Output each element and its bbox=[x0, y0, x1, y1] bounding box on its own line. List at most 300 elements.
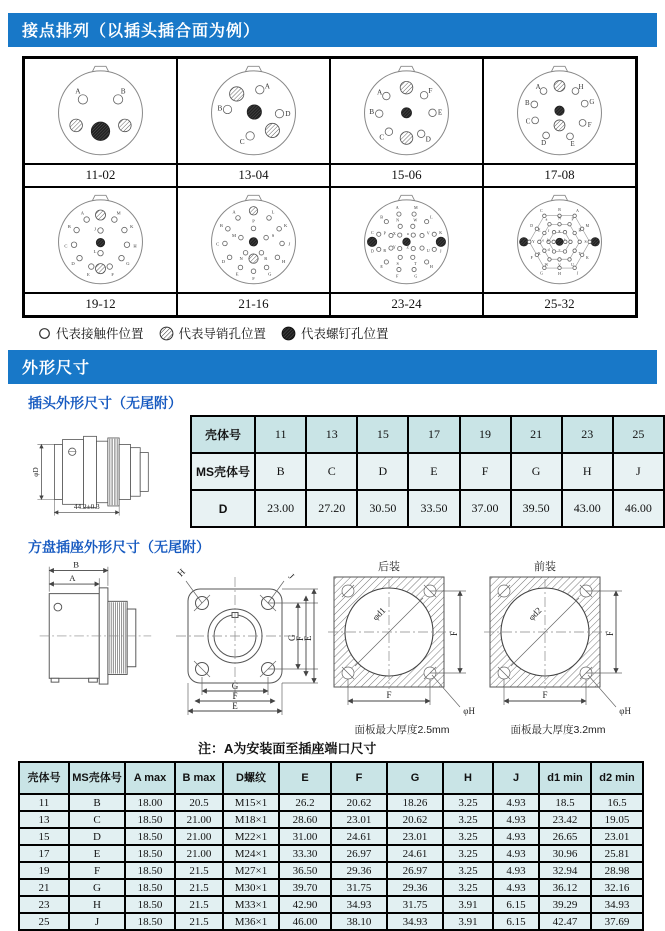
cell: 34.93 bbox=[331, 896, 387, 913]
plug-table-row bbox=[191, 453, 664, 490]
cell: 30.96 bbox=[539, 845, 591, 862]
cell: 25 bbox=[19, 913, 69, 930]
cell: 27.20 bbox=[306, 490, 357, 527]
svg-text:S: S bbox=[271, 232, 275, 238]
cell: 19 bbox=[460, 416, 511, 453]
svg-text:D: D bbox=[370, 248, 374, 254]
cell: 17 bbox=[19, 845, 69, 862]
plug-table-row bbox=[191, 490, 664, 527]
legend-contact-label: 代表接触件位置 bbox=[56, 327, 144, 341]
svg-text:B: B bbox=[369, 108, 375, 117]
svg-text:G: G bbox=[414, 273, 418, 279]
svg-text:a: a bbox=[545, 217, 548, 222]
plug-outline-row bbox=[30, 415, 665, 528]
svg-text:d: d bbox=[547, 248, 550, 253]
svg-text:C: C bbox=[216, 241, 220, 247]
svg-text:F: F bbox=[252, 276, 255, 282]
svg-text:j: j bbox=[559, 238, 561, 243]
section-header-outline-dimensions: 外形尺寸 bbox=[8, 350, 657, 384]
svg-text:E: E bbox=[86, 271, 90, 277]
svg-text:A: A bbox=[80, 210, 84, 216]
cell: 31.75 bbox=[331, 879, 387, 896]
cell: 21.5 bbox=[175, 913, 223, 930]
column-header: A max bbox=[125, 762, 175, 794]
cell: 30.50 bbox=[357, 490, 408, 527]
cell: 34.93 bbox=[387, 913, 443, 930]
cell: 39.50 bbox=[511, 490, 562, 527]
cell: B bbox=[255, 453, 306, 490]
datasheet-page bbox=[0, 13, 665, 928]
svg-text:E: E bbox=[570, 140, 575, 148]
cell: 26.97 bbox=[387, 862, 443, 879]
svg-text:M: M bbox=[413, 205, 418, 211]
cell: 13 bbox=[19, 811, 69, 828]
column-header: d1 min bbox=[539, 762, 591, 794]
svg-text:X: X bbox=[392, 230, 396, 236]
rear-mount-panel-block bbox=[326, 559, 478, 737]
svg-text:C: C bbox=[525, 118, 531, 126]
svg-text:B: B bbox=[217, 104, 223, 113]
cell: 29.36 bbox=[331, 862, 387, 879]
svg-text:Z: Z bbox=[406, 244, 410, 250]
cell: 21 bbox=[511, 416, 562, 453]
cell: 3.25 bbox=[443, 862, 493, 879]
svg-text:D: D bbox=[541, 140, 547, 148]
cell: 11 bbox=[19, 794, 69, 811]
arrangement-diagram bbox=[331, 59, 482, 163]
svg-text:B: B bbox=[524, 100, 530, 108]
svg-text:F: F bbox=[530, 256, 533, 261]
dim-g-label-bottom: G bbox=[231, 681, 239, 691]
svg-text:L: L bbox=[594, 240, 597, 245]
cell: 21.00 bbox=[175, 811, 223, 828]
svg-text:G: G bbox=[589, 98, 595, 106]
svg-text:W: W bbox=[544, 263, 549, 267]
cell: 13 bbox=[306, 416, 357, 453]
column-header: MS壳体号 bbox=[69, 762, 125, 794]
svg-text:D: D bbox=[71, 260, 75, 266]
cell: 23.00 bbox=[255, 490, 306, 527]
cell: 26.2 bbox=[279, 794, 331, 811]
cell: 28.98 bbox=[591, 862, 643, 879]
legend-screw-label: 代表螺钉孔位置 bbox=[301, 327, 389, 341]
cell: 17 bbox=[408, 416, 459, 453]
table-row bbox=[19, 879, 643, 896]
panel-dim-f-bottom: F bbox=[542, 690, 548, 700]
cell: 42.47 bbox=[539, 913, 591, 930]
svg-text:M: M bbox=[231, 232, 237, 238]
cell: 18.50 bbox=[125, 845, 175, 862]
connector-face-diagram bbox=[331, 59, 482, 163]
svg-text:L: L bbox=[271, 209, 275, 215]
svg-text:J: J bbox=[439, 248, 442, 254]
svg-text:Z: Z bbox=[538, 228, 541, 233]
contact-position-icon bbox=[38, 327, 51, 340]
cell: 19 bbox=[19, 862, 69, 879]
cell: 42.90 bbox=[279, 896, 331, 913]
svg-text:S: S bbox=[396, 260, 399, 266]
cell: 26.65 bbox=[539, 828, 591, 845]
svg-text:A: A bbox=[232, 209, 236, 215]
svg-text:G: G bbox=[540, 271, 543, 276]
cell: 11 bbox=[255, 416, 306, 453]
svg-text:B: B bbox=[380, 214, 383, 220]
svg-text:J: J bbox=[288, 241, 291, 247]
svg-text:T: T bbox=[578, 251, 581, 256]
cell: 23.01 bbox=[591, 828, 643, 845]
svg-text:B: B bbox=[219, 223, 223, 229]
row-header: MS壳体号 bbox=[191, 453, 255, 490]
connector-face-diagram bbox=[178, 59, 329, 163]
screw-hole-icon bbox=[281, 326, 296, 341]
svg-text:A: A bbox=[535, 84, 541, 92]
connector-face-diagram bbox=[331, 188, 482, 292]
svg-text:R: R bbox=[264, 256, 268, 262]
column-header: E bbox=[279, 762, 331, 794]
svg-text:H: H bbox=[133, 243, 137, 249]
svg-text:A: A bbox=[264, 82, 270, 91]
svg-text:K: K bbox=[283, 223, 288, 229]
svg-text:M: M bbox=[585, 224, 590, 229]
cell: 25.81 bbox=[591, 845, 643, 862]
svg-text:e: e bbox=[542, 238, 545, 243]
cell: 21.00 bbox=[175, 845, 223, 862]
cell: 18.00 bbox=[125, 794, 175, 811]
hole-h-label: φH bbox=[619, 706, 631, 716]
arrangement-cell-23-24 bbox=[330, 187, 483, 316]
cell: M36×1 bbox=[223, 913, 279, 930]
cell: D bbox=[69, 828, 125, 845]
cell: E bbox=[408, 453, 459, 490]
cell: 4.93 bbox=[493, 845, 539, 862]
rear-mount-title: 后装 bbox=[378, 561, 400, 573]
cell: 46.00 bbox=[613, 490, 664, 527]
svg-text:C: C bbox=[379, 133, 385, 142]
svg-text:D: D bbox=[221, 258, 226, 264]
cell: 20.5 bbox=[175, 794, 223, 811]
cell: 3.91 bbox=[443, 896, 493, 913]
svg-text:B: B bbox=[120, 87, 126, 96]
arrangement-diagram bbox=[25, 188, 176, 292]
svg-text:C: C bbox=[239, 137, 245, 146]
front-mount-panel-block bbox=[482, 559, 634, 737]
cell: C bbox=[306, 453, 357, 490]
table-row bbox=[19, 862, 643, 879]
cell: 32.94 bbox=[539, 862, 591, 879]
cell: 15 bbox=[19, 828, 69, 845]
svg-text:X: X bbox=[537, 251, 541, 256]
arrangement-cell-19-12 bbox=[24, 187, 177, 316]
arrangement-cell-11-02 bbox=[24, 58, 177, 187]
svg-text:M: M bbox=[116, 210, 121, 216]
svg-text:Y: Y bbox=[532, 240, 535, 245]
arrangement-label: 23-24 bbox=[331, 292, 482, 315]
svg-text:Y: Y bbox=[392, 244, 396, 250]
svg-text:P: P bbox=[252, 218, 255, 224]
cell: 23.42 bbox=[539, 811, 591, 828]
svg-text:F: F bbox=[428, 87, 433, 96]
svg-text:U: U bbox=[571, 263, 574, 267]
plug-dimension-table bbox=[190, 415, 665, 528]
svg-text:W: W bbox=[413, 217, 418, 223]
cell: 24.61 bbox=[331, 828, 387, 845]
front-mount-title: 前装 bbox=[534, 561, 556, 573]
arrangement-diagram bbox=[25, 59, 176, 163]
svg-text:L: L bbox=[430, 214, 433, 220]
svg-text:D: D bbox=[285, 110, 291, 119]
cell: 33.30 bbox=[279, 845, 331, 862]
cell: 46.00 bbox=[279, 913, 331, 930]
svg-text:a: a bbox=[406, 230, 409, 236]
arrangement-label: 21-16 bbox=[178, 292, 329, 315]
cell: 39.70 bbox=[279, 879, 331, 896]
front-mount-caption: 面板最大厚度3.2mm bbox=[510, 724, 606, 736]
cell: 21.5 bbox=[175, 896, 223, 913]
shell-dimension-table bbox=[18, 761, 644, 931]
svg-text:L: L bbox=[93, 249, 97, 255]
svg-text:H: H bbox=[558, 272, 561, 277]
svg-text:E: E bbox=[380, 264, 383, 270]
svg-text:F: F bbox=[396, 273, 399, 279]
cell: 16.5 bbox=[591, 794, 643, 811]
front-bore-label: φd2 bbox=[526, 605, 544, 623]
rear-mount-cutout-drawing bbox=[326, 559, 478, 719]
table-row bbox=[19, 828, 643, 845]
arrangement-cell-17-08 bbox=[483, 58, 636, 187]
arrangement-label: 25-32 bbox=[484, 292, 635, 315]
guide-pin-hole-icon bbox=[159, 326, 174, 341]
table-row bbox=[19, 913, 643, 930]
svg-text:N: N bbox=[396, 217, 400, 223]
cell: M22×1 bbox=[223, 828, 279, 845]
connector-face-diagram bbox=[178, 188, 329, 292]
cell: 21.5 bbox=[175, 879, 223, 896]
cell: 20.62 bbox=[331, 794, 387, 811]
cell: 18.50 bbox=[125, 828, 175, 845]
arrangement-diagram bbox=[178, 188, 329, 292]
dim-j-label: J bbox=[286, 571, 297, 581]
connector-face-diagram bbox=[484, 59, 635, 163]
svg-text:P: P bbox=[383, 230, 386, 236]
symbol-legend bbox=[30, 324, 665, 342]
svg-text:T: T bbox=[414, 260, 417, 266]
cell: M30×1 bbox=[223, 879, 279, 896]
svg-text:V: V bbox=[558, 263, 561, 268]
svg-text:A: A bbox=[377, 88, 383, 97]
svg-text:F: F bbox=[587, 121, 592, 129]
table-row bbox=[19, 845, 643, 862]
column-header: F bbox=[331, 762, 387, 794]
cell: D bbox=[357, 453, 408, 490]
connector-face-diagram bbox=[25, 188, 176, 292]
plug-table-row bbox=[191, 416, 664, 453]
cell: J bbox=[613, 453, 664, 490]
svg-text:U: U bbox=[426, 248, 430, 254]
phi-d-label: φD bbox=[32, 467, 41, 477]
cell: M15×1 bbox=[223, 794, 279, 811]
column-header: d2 min bbox=[591, 762, 643, 794]
cell: 32.16 bbox=[591, 879, 643, 896]
cell: 37.00 bbox=[460, 490, 511, 527]
mounting-note: 注：A为安装面至插座端口尺寸 bbox=[198, 741, 377, 756]
cell: 4.93 bbox=[493, 794, 539, 811]
svg-text:C: C bbox=[540, 208, 543, 213]
svg-text:g: g bbox=[558, 228, 561, 233]
hole-h-label: φH bbox=[463, 706, 475, 716]
plug-length-label: 44.2±0.3 bbox=[73, 503, 100, 512]
cell: M33×1 bbox=[223, 896, 279, 913]
cell: M24×1 bbox=[223, 845, 279, 862]
cell: C bbox=[69, 811, 125, 828]
arrangement-label: 17-08 bbox=[484, 163, 635, 186]
cell: 6.15 bbox=[493, 913, 539, 930]
arrangement-diagram bbox=[484, 188, 635, 292]
cell: 28.60 bbox=[279, 811, 331, 828]
cell: 39.29 bbox=[539, 896, 591, 913]
cell: 3.25 bbox=[443, 811, 493, 828]
dim-h-label: H bbox=[175, 566, 188, 579]
svg-text:N: N bbox=[558, 216, 561, 221]
cell: 15 bbox=[357, 416, 408, 453]
cell: J bbox=[69, 913, 125, 930]
dim-e-label: E bbox=[303, 635, 313, 641]
arrangement-cell-13-04 bbox=[177, 58, 330, 187]
cell: 3.25 bbox=[443, 828, 493, 845]
receptacle-outline-subtitle: 方盘插座外形尺寸（无尾附） bbox=[28, 539, 210, 555]
cell: H bbox=[69, 896, 125, 913]
cell: 18.50 bbox=[125, 913, 175, 930]
svg-text:H: H bbox=[578, 84, 584, 92]
cell: 23.01 bbox=[331, 811, 387, 828]
svg-text:C: C bbox=[64, 243, 68, 249]
svg-text:G: G bbox=[268, 271, 272, 277]
cell: 25 bbox=[613, 416, 664, 453]
dim-b-label: B bbox=[73, 559, 80, 570]
svg-text:K: K bbox=[130, 224, 134, 230]
svg-text:N: N bbox=[239, 256, 243, 262]
connector-face-diagram bbox=[484, 188, 635, 292]
svg-text:G: G bbox=[126, 260, 130, 266]
cell: 24.61 bbox=[387, 845, 443, 862]
arrangement-cell-15-06 bbox=[330, 58, 483, 187]
cell: 4.93 bbox=[493, 862, 539, 879]
connector-face-diagram bbox=[25, 59, 176, 163]
contact-arrangement-grid bbox=[22, 56, 638, 318]
dim-f-label-bottom: F bbox=[232, 691, 238, 701]
column-header: J bbox=[493, 762, 539, 794]
svg-text:A: A bbox=[395, 205, 399, 211]
cell: 21.00 bbox=[175, 828, 223, 845]
arrangement-cell-21-16 bbox=[177, 187, 330, 316]
cell: 38.10 bbox=[331, 913, 387, 930]
cell: 3.91 bbox=[443, 913, 493, 930]
svg-text:C: C bbox=[370, 229, 374, 235]
svg-text:P: P bbox=[571, 217, 574, 222]
table-row bbox=[19, 896, 643, 913]
svg-text:K: K bbox=[439, 229, 443, 235]
svg-text:D: D bbox=[530, 224, 534, 229]
svg-text:c: c bbox=[558, 248, 561, 253]
plug-outline-drawing bbox=[30, 425, 180, 527]
cell: 36.12 bbox=[539, 879, 591, 896]
dim-f-label: F bbox=[295, 635, 305, 641]
arrangement-label: 19-12 bbox=[25, 292, 176, 315]
receptacle-side-view-drawing bbox=[28, 559, 158, 711]
cell: 3.25 bbox=[443, 794, 493, 811]
cell: B bbox=[69, 794, 125, 811]
cell: 21 bbox=[19, 879, 69, 896]
panel-dim-f-right: F bbox=[605, 630, 615, 636]
svg-text:K: K bbox=[585, 256, 589, 261]
cell: 4.93 bbox=[493, 811, 539, 828]
panel-dim-f-bottom: F bbox=[386, 690, 392, 700]
svg-text:E: E bbox=[235, 271, 239, 277]
dim-a-label: A bbox=[69, 573, 76, 584]
header-row bbox=[19, 762, 643, 794]
arrangement-diagram bbox=[331, 188, 482, 292]
cell: 23.01 bbox=[387, 828, 443, 845]
dim-g-label: G bbox=[287, 634, 297, 641]
svg-text:B: B bbox=[67, 224, 71, 230]
cell: 31.75 bbox=[387, 896, 443, 913]
cell: 26.97 bbox=[331, 845, 387, 862]
column-header: B max bbox=[175, 762, 223, 794]
receptacle-drawings-row bbox=[28, 559, 665, 737]
cell: M27×1 bbox=[223, 862, 279, 879]
cell: 43.00 bbox=[562, 490, 613, 527]
svg-text:B: B bbox=[558, 208, 561, 213]
cell: 18.50 bbox=[125, 862, 175, 879]
svg-text:D: D bbox=[425, 135, 431, 144]
cell: 18.26 bbox=[387, 794, 443, 811]
svg-text:A: A bbox=[75, 87, 81, 96]
dim-e-label-bottom: E bbox=[232, 701, 238, 711]
arrangement-diagram bbox=[178, 59, 329, 163]
svg-text:F: F bbox=[111, 271, 114, 277]
rear-bore-label: φd1 bbox=[370, 605, 388, 623]
cell: 4.93 bbox=[493, 828, 539, 845]
cell: 23 bbox=[562, 416, 613, 453]
svg-text:A: A bbox=[576, 208, 579, 213]
cell: 33.50 bbox=[408, 490, 459, 527]
svg-text:h: h bbox=[547, 238, 550, 243]
arrangement-label: 15-06 bbox=[331, 163, 482, 186]
arrangement-cell-25-32 bbox=[483, 187, 636, 316]
cell: 37.69 bbox=[591, 913, 643, 930]
cell: H bbox=[562, 453, 613, 490]
cell: 3.25 bbox=[443, 879, 493, 896]
cell: E bbox=[69, 845, 125, 862]
cell: G bbox=[69, 879, 125, 896]
svg-text:S: S bbox=[584, 240, 587, 245]
front-mount-cutout-drawing bbox=[482, 559, 634, 719]
cell: 3.25 bbox=[443, 845, 493, 862]
section-header-contact-arrangement: 接点排列（以插头插合面为例） bbox=[8, 13, 657, 47]
column-header: H bbox=[443, 762, 493, 794]
cell: 18.50 bbox=[125, 811, 175, 828]
svg-text:E: E bbox=[522, 240, 525, 245]
cell: 20.62 bbox=[387, 811, 443, 828]
legend-guide-label: 代表导销孔位置 bbox=[178, 327, 267, 341]
table-row bbox=[19, 811, 643, 828]
row-header: D bbox=[191, 490, 255, 527]
row-header: 壳体号 bbox=[191, 416, 255, 453]
rear-mount-caption: 面板最大厚度2.5mm bbox=[354, 724, 450, 736]
cell: 18.5 bbox=[539, 794, 591, 811]
arrangement-diagram bbox=[484, 59, 635, 163]
cell: 23 bbox=[19, 896, 69, 913]
cell: 6.15 bbox=[493, 896, 539, 913]
